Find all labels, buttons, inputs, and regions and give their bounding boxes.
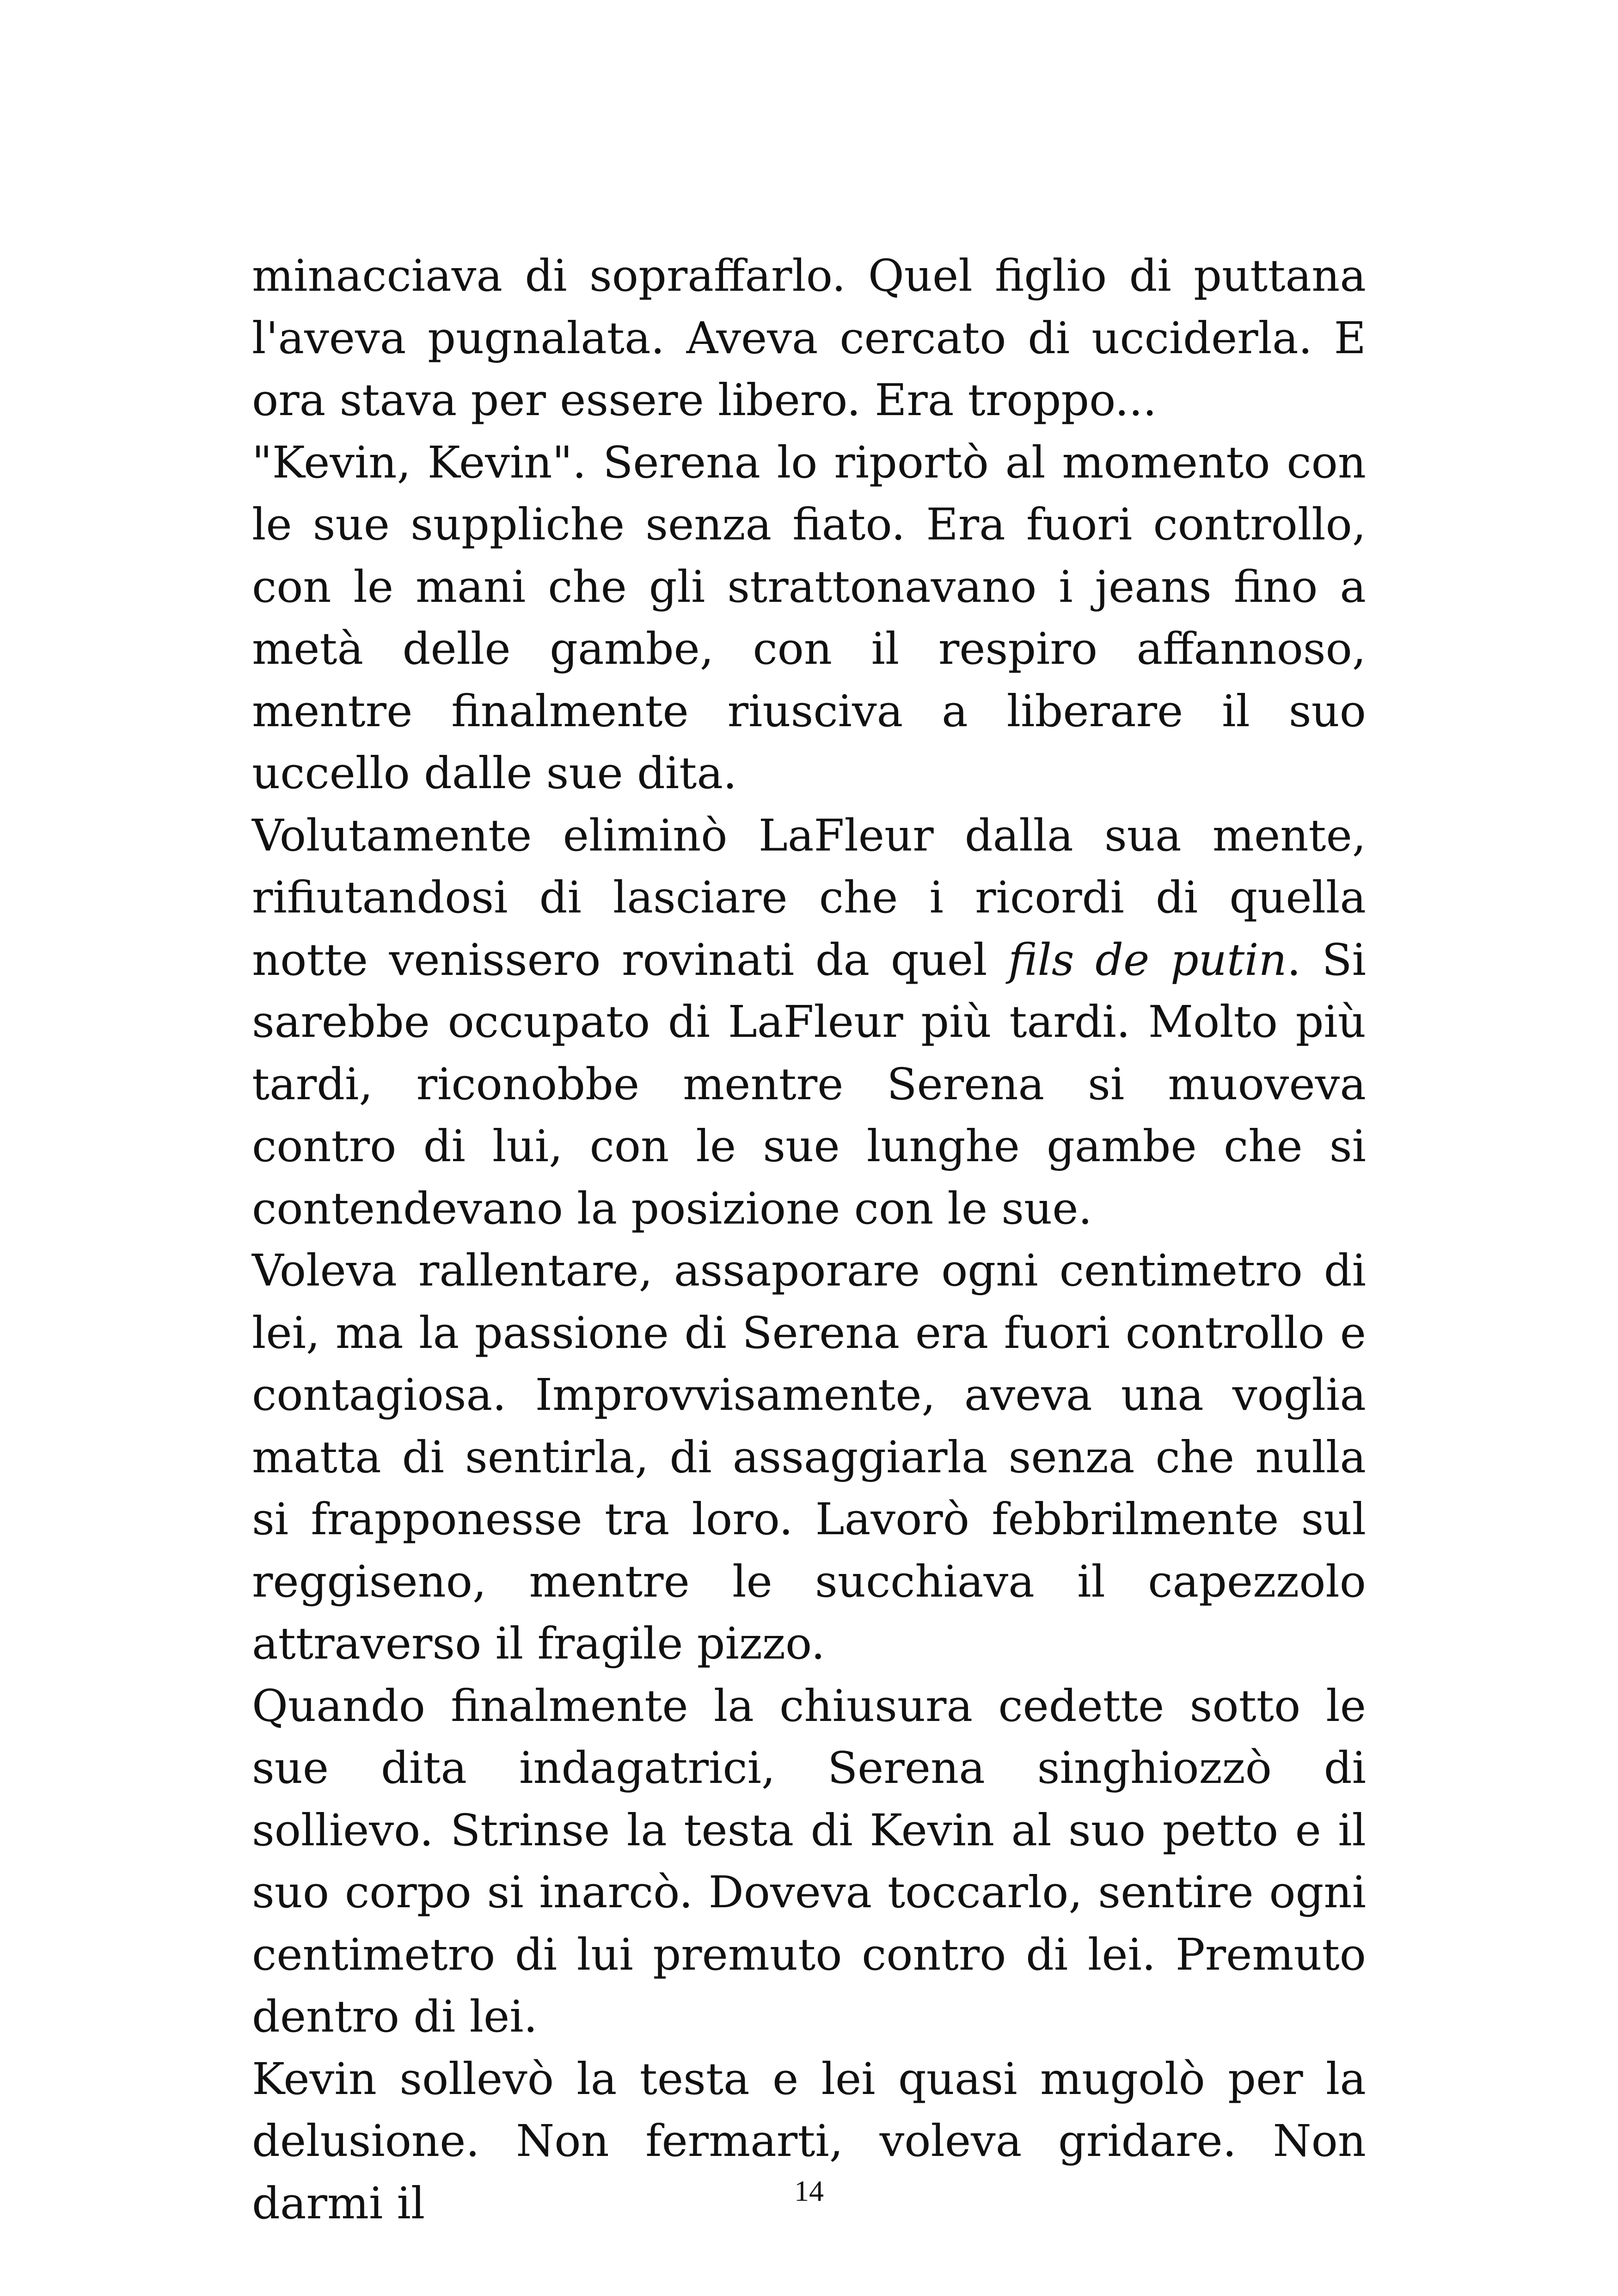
paragraph-3-italic-phrase: fils de putin — [1008, 934, 1287, 986]
page-number: 14 — [794, 2174, 824, 2207]
paragraph-2: "Kevin, Kevin". Serena lo riportò al momento con le sue suppliche senza fiato. Era fuori controllo, con le mani che gli strattonavano i jeans fino a metà delle gambe, con il respiro affannoso, mentre finalmente riusciva a liberare il suo uccello dalle sue dita. — [252, 437, 1366, 799]
paragraph-3-text-before: Volutamente eliminò LaFleur dalla sua mente, rifiutandosi di lasciare che i ricordi di quella notte venissero rovinati da quel — [252, 810, 1366, 986]
paragraph-3 — [252, 805, 1366, 1240]
paragraph-4: Voleva rallentare, assaporare ogni centimetro di lei, ma la passione di Serena era fuori controllo e contagiosa. Improvvisamente, aveva una voglia matta di sentirla, di assaggiarla senza che nulla si frapponesse tra loro. Lavorò febbrilmente sul reggiseno, mentre le succhiava il capezzolo attraverso il fragile pizzo. — [252, 1245, 1366, 1669]
paragraph-3-text-after: . Si sarebbe occupato di LaFleur più tardi. Molto più tardi, riconobbe mentre Serena si muoveva contro di lui, con le sue lunghe gambe che si contendevano la posizione con le sue. — [252, 934, 1367, 1234]
paragraph-1: minacciava di sopraffarlo. Quel figlio di puttana l'aveva pugnalata. Aveva cercato di ucciderla. E ora stava per essere libero. Era troppo... — [252, 251, 1366, 426]
paragraph-6: Kevin sollevò la testa e lei quasi mugolò per la delusione. Non fermarti, voleva gridare. Non darmi il — [252, 2053, 1366, 2229]
paragraph-5: Quando finalmente la chiusura cedette sotto le sue dita indagatrici, Serena singhiozzò di sollievo. Strinse la testa di Kevin al suo petto e il suo corpo si inarcò. Doveva toccarlo, sentire ogni centimetro di lui premuto contro di lei. Premuto dentro di lei. — [252, 1680, 1366, 2042]
page-body — [252, 245, 1366, 2235]
